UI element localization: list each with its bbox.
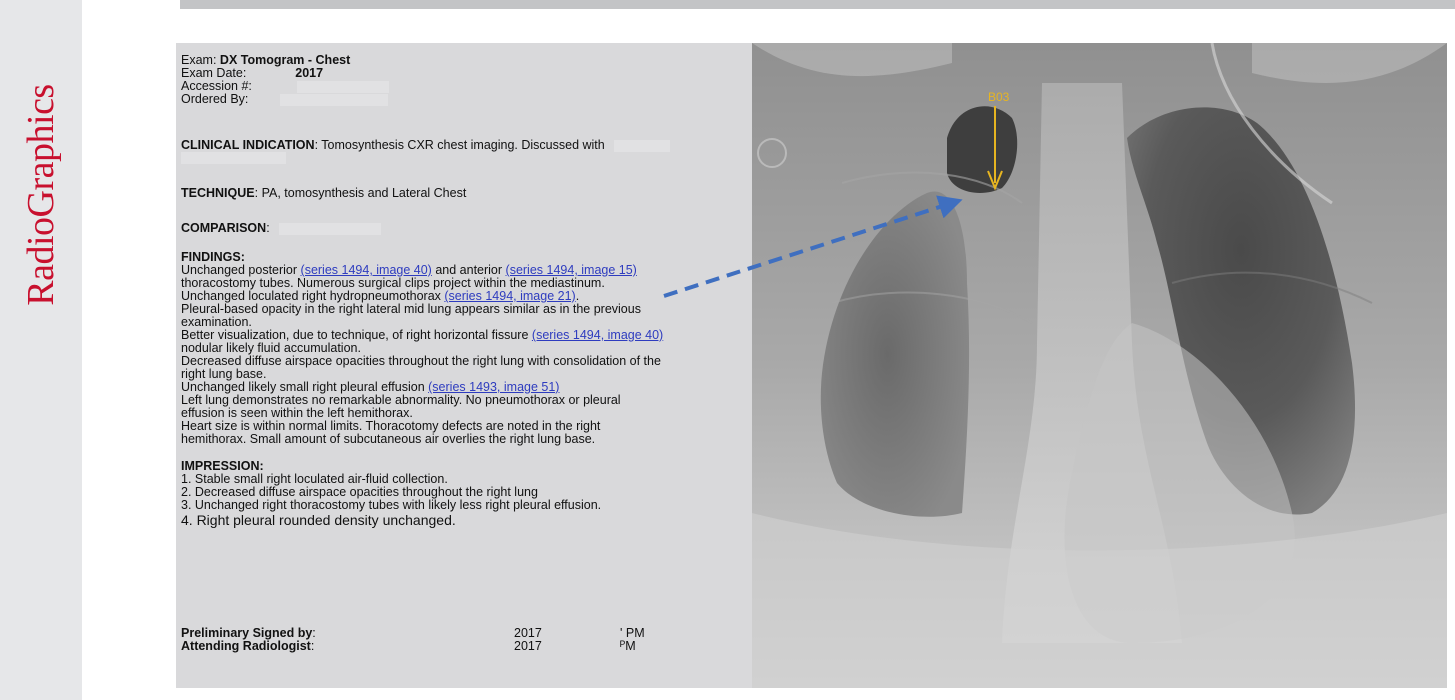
clinical-redaction-line xyxy=(181,151,286,164)
redacted-clinical-continuation xyxy=(181,152,286,164)
finding-text: Unchanged posterior xyxy=(181,263,301,277)
finding-line-11: Left lung demonstrates no remarkable abnormality. No pneumothorax or pleural xyxy=(181,393,621,407)
apical-air-collection xyxy=(947,106,1017,193)
finding-line-14: hemithorax. Small amount of subcutaneous air overlies the right lung base. xyxy=(181,432,596,446)
preliminary-time: ' PM xyxy=(620,626,645,640)
finding-line-12: effusion is seen within the left hemithorax. xyxy=(181,406,413,420)
impression-item-1: 1. Stable small right loculated air-fluid collection. xyxy=(181,472,448,486)
impression-item-3: 3. Unchanged right thoracostomy tubes with likely less right pleural effusion. xyxy=(181,498,602,512)
exam-date-value: 2017 xyxy=(295,66,324,80)
attending-signature-line xyxy=(181,640,314,653)
finding-line-4: Pleural-based opacity in the right lateral mid lung appears similar as in the previous xyxy=(181,302,641,316)
exam-date-label: Exam Date: xyxy=(181,66,247,80)
comparison-colon: : xyxy=(266,221,270,235)
journal-sidebar xyxy=(0,0,82,700)
redacted-ordered-by xyxy=(280,94,388,106)
finding-line-2: thoracostomy tubes. Numerous surgical clips project within the mediastinum. xyxy=(181,276,605,290)
impression-item-4: 4. Right pleural rounded density unchanged. xyxy=(181,512,456,528)
finding-text: . xyxy=(575,289,580,303)
journal-logo: RadioGraphics xyxy=(20,84,62,306)
series-link[interactable]: (series 1493, image 51) xyxy=(428,380,560,394)
redacted-clinician xyxy=(614,140,670,152)
header-rule xyxy=(180,0,1455,9)
radiology-report xyxy=(176,43,752,688)
finding-text: Unchanged loculated right hydropneumothorax xyxy=(181,289,445,303)
exam-label: Exam: xyxy=(181,53,217,67)
finding-line-7: nodular likely fluid accumulation. xyxy=(181,341,361,355)
annotation-label: B03 xyxy=(988,90,1010,104)
xray-canvas xyxy=(752,43,1447,688)
comparison xyxy=(181,222,381,235)
attending-year: 2017 xyxy=(514,639,542,653)
exam-value: DX Tomogram - Chest xyxy=(219,53,351,67)
redacted-accession xyxy=(297,81,389,93)
clinical-text: : Tomosynthesis CXR chest imaging. Discussed with xyxy=(314,138,605,152)
impression-heading: IMPRESSION: xyxy=(181,459,264,473)
series-link[interactable]: (series 1494, image 40) xyxy=(300,263,432,277)
technique xyxy=(181,187,466,200)
finding-line-13: Heart size is within normal limits. Thoracotomy defects are noted in the right xyxy=(181,419,601,433)
attending-label: Attending Radiologist xyxy=(181,639,311,653)
finding-text: Unchanged likely small right pleural effusion xyxy=(181,380,429,394)
chest-tomosynthesis-image xyxy=(752,43,1447,688)
ordered-by-label: Ordered By: xyxy=(181,92,249,106)
technique-label: TECHNIQUE xyxy=(181,186,255,200)
clinical-label: CLINICAL INDICATION xyxy=(181,138,315,152)
finding-text: and anterior xyxy=(431,263,506,277)
technique-text: : PA, tomosynthesis and Lateral Chest xyxy=(254,186,467,200)
series-link[interactable]: (series 1494, image 15) xyxy=(505,263,637,277)
redacted-comparison xyxy=(279,223,381,235)
series-link[interactable]: (series 1494, image 21) xyxy=(444,289,576,303)
preliminary-year: 2017 xyxy=(514,626,542,640)
series-link[interactable]: (series 1494, image 40) xyxy=(531,328,664,342)
finding-text: Better visualization, due to technique, of right horizontal fissure xyxy=(181,328,532,342)
accession-label: Accession #: xyxy=(181,79,252,93)
finding-line-8: Decreased diffuse airspace opacities throughout the right lung with consolidation of the xyxy=(181,354,661,368)
impression-item-2: 2. Decreased diffuse airspace opacities throughout the right lung xyxy=(181,485,538,499)
finding-line-9: right lung base. xyxy=(181,367,267,381)
comparison-label: COMPARISON xyxy=(181,221,267,235)
finding-line-5: examination. xyxy=(181,315,252,329)
attending-time: ᴾM xyxy=(620,639,636,653)
preliminary-label: Preliminary Signed by xyxy=(181,626,313,640)
ordered-by-line xyxy=(181,93,388,106)
findings-heading: FINDINGS: xyxy=(181,250,245,264)
redacted-date xyxy=(250,68,292,80)
preliminary-colon: : xyxy=(312,626,316,640)
attending-colon: : xyxy=(310,639,315,653)
